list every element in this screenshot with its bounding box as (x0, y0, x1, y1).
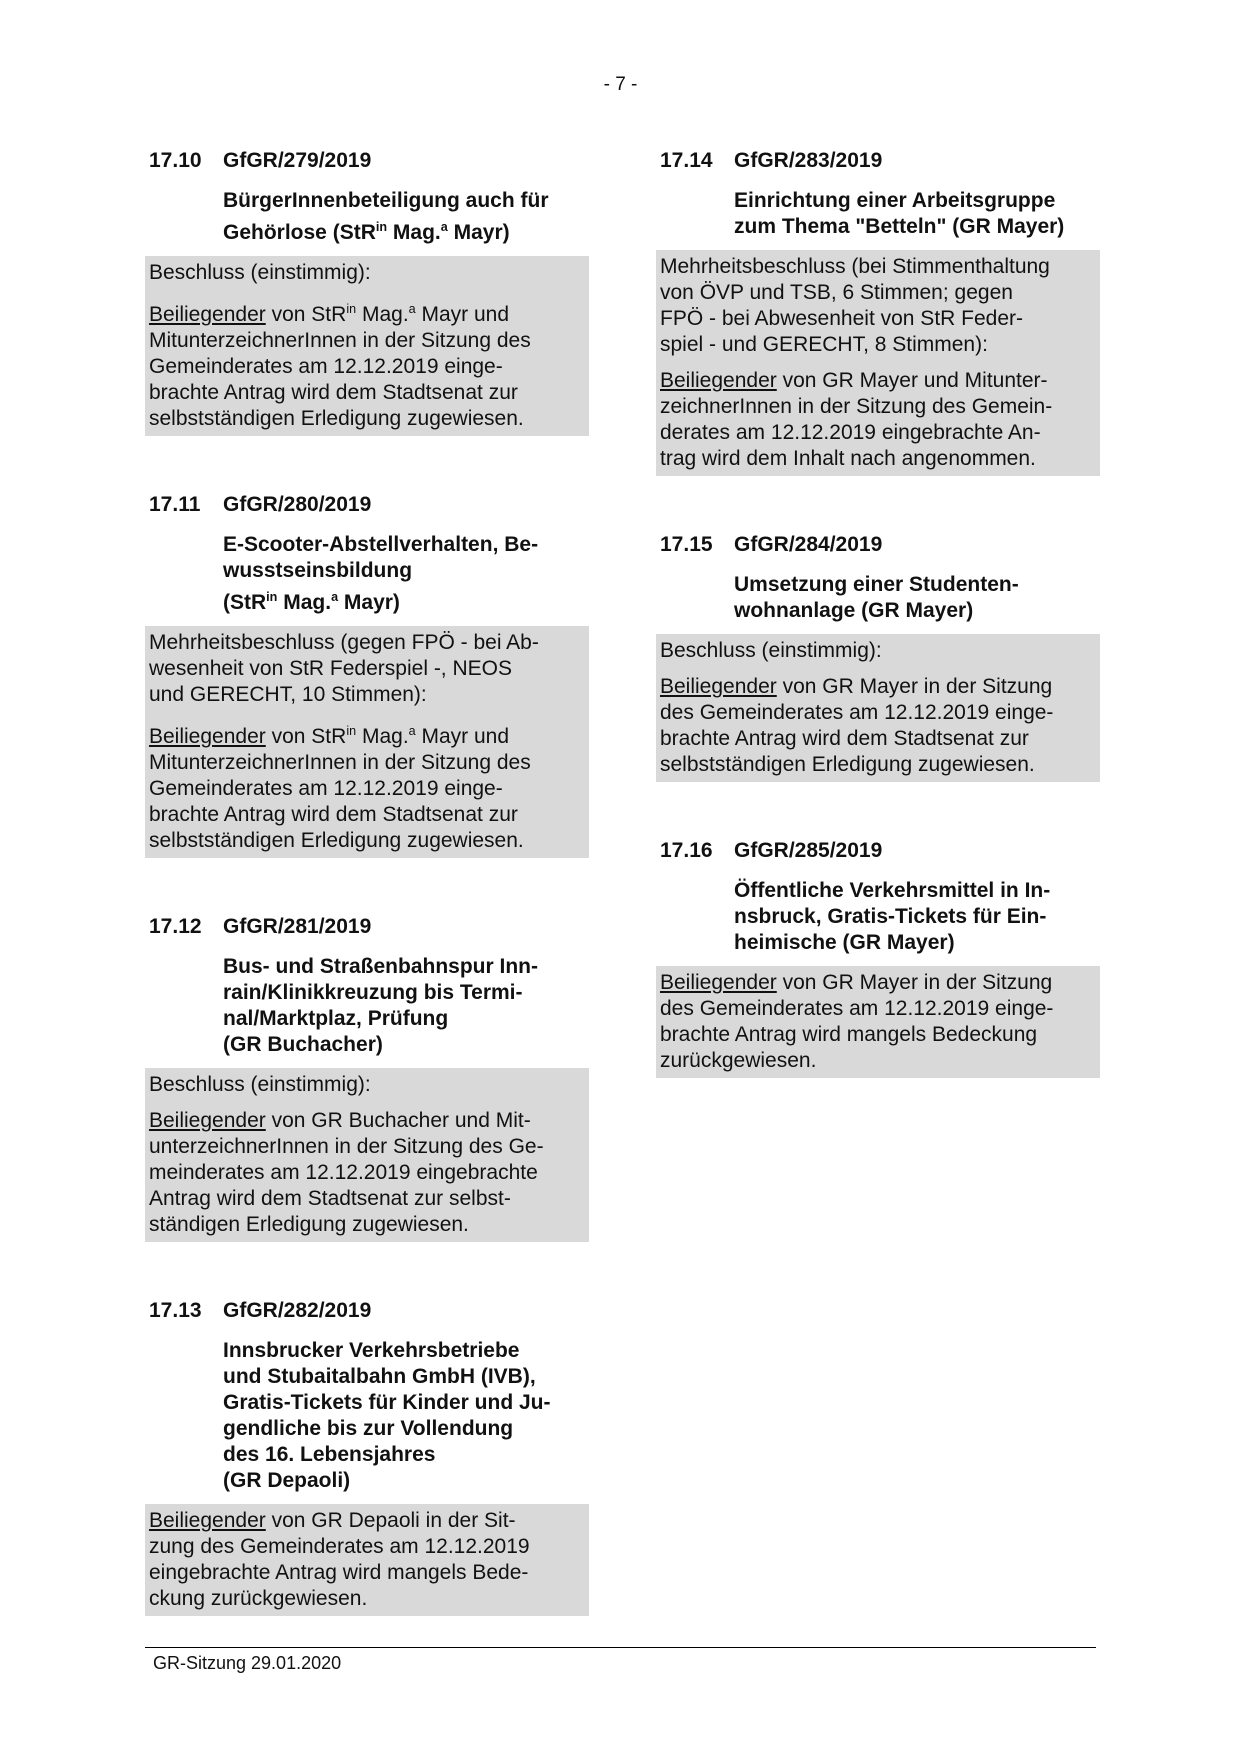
agenda-item-17-16 (656, 838, 1100, 1078)
decision-box (145, 1504, 589, 1616)
agenda-item-17-12 (145, 914, 589, 1242)
underlined-word: Beiliegender (660, 369, 777, 392)
item-header (656, 532, 1100, 558)
right-column (656, 148, 1100, 1134)
item-reference: GfGR/281/2019 (223, 915, 372, 938)
page-number: - 7 - (603, 74, 638, 95)
underlined-word: Beiliegender (149, 1509, 266, 1532)
left-column (145, 148, 589, 1672)
agenda-item-17-15 (656, 532, 1100, 782)
item-header (145, 914, 589, 940)
item-number: 17.11 (149, 493, 201, 516)
decision-text: Beiliegender von GR Mayer und Mitunter- zeichnerInnen in der Sitzung des Gemein- derates am 12.12.2019 eingebrachte An- trag wird dem Inhalt nach angenommen. (660, 369, 1053, 470)
item-number: 17.14 (660, 149, 713, 172)
decision-box (656, 966, 1100, 1078)
item-title: Einrichtung einer Arbeitsgruppe zum Thema "Betteln" (GR Mayer) (734, 189, 1065, 238)
item-reference: GfGR/285/2019 (734, 839, 883, 862)
item-reference: GfGR/283/2019 (734, 149, 883, 172)
underlined-word: Beiliegender (660, 971, 777, 994)
item-title: Öffentliche Verkehrsmittel in In- nsbruck, Gratis-Tickets für Ein- heimische (GR Mayer) (734, 879, 1051, 954)
item-number: 17.13 (149, 1299, 202, 1322)
agenda-item-17-10 (145, 148, 589, 436)
item-header (145, 492, 589, 518)
decision-box (656, 250, 1100, 476)
item-title: E-Scooter-Abstellverhalten, Be- wusstseinsbildung (StR$^{in}$ Mag.$^a$ Mayr) (223, 533, 539, 614)
item-header (145, 1298, 589, 1324)
decision-type: Mehrheitsbeschluss (bei Stimmenthaltung von ÖVP und TSB, 6 Stimmen; gegen FPÖ - bei Abwesenheit von StR Feder- spiel - und GERECHT, 8 Stimmen): (660, 255, 1050, 356)
item-number: 17.10 (149, 149, 202, 172)
underlined-word: Beiliegender (149, 1109, 266, 1132)
item-reference: GfGR/284/2019 (734, 533, 883, 556)
decision-text: Beiliegender von GR Depaoli in der Sit- zung des Gemeinderates am 12.12.2019 eingebrachte Antrag wird mangels Bede- ckung zurückgewiesen. (149, 1509, 530, 1610)
item-title: Innsbrucker Verkehrsbetriebe und Stubaitalbahn GmbH (IVB), Gratis-Tickets für Kinder und Ju- gendliche bis zur Vollendung des 16. Lebensjahres (GR Depaoli) (223, 1339, 551, 1492)
decision-text: Beiliegender von GR Buchacher und Mit- unterzeichnerInnen in der Sitzung des Ge- meinderates am 12.12.2019 eingebrachte Antrag wird dem Stadtsenat zur selbst- ständigen Erledigung zugewiesen. (149, 1109, 544, 1236)
item-title: Umsetzung einer Studenten- wohnanlage (GR Mayer) (734, 573, 1019, 622)
footer-text: GR-Sitzung 29.01.2020 (153, 1653, 342, 1673)
item-header (656, 148, 1100, 174)
decision-type: Beschluss (einstimmig): (660, 639, 882, 662)
decision-type: Beschluss (einstimmig): (149, 1073, 371, 1096)
item-header (145, 148, 589, 174)
decision-box (145, 1068, 589, 1242)
decision-text: Beiliegender von GR Mayer in der Sitzung des Gemeinderates am 12.12.2019 einge- brachte Antrag wird dem Stadtsenat zur selbstständigen Erledigung zugewiesen. (660, 675, 1054, 776)
decision-text: Beiliegender von StR$^{in}$ Mag.$^a$ Mayr und MitunterzeichnerInnen in der Sitzung des Gemeinderates am 12.12.2019 einge- brachte Antrag wird dem Stadtsenat zur selbstständigen Erledigung zugewiesen. (149, 302, 531, 430)
decision-box (656, 634, 1100, 782)
item-reference: GfGR/280/2019 (223, 493, 372, 516)
agenda-item-17-11 (145, 492, 589, 858)
item-header (656, 838, 1100, 864)
decision-text: Beiliegender von GR Mayer in der Sitzung des Gemeinderates am 12.12.2019 einge- brachte Antrag wird mangels Bedeckung zurückgewiesen. (660, 971, 1054, 1072)
decision-text: Beiliegender von StR$^{in}$ Mag.$^a$ Mayr und MitunterzeichnerInnen in der Sitzung des Gemeinderates am 12.12.2019 einge- brachte Antrag wird dem Stadtsenat zur selbstständigen Erledigung zugewiesen. (149, 724, 531, 852)
footer-divider (145, 1647, 1096, 1648)
decision-box (145, 626, 589, 858)
decision-box (145, 256, 589, 436)
decision-type: Mehrheitsbeschluss (gegen FPÖ - bei Ab- wesenheit von StR Federspiel -, NEOS und GERECHT, 10 Stimmen): (149, 631, 539, 706)
agenda-item-17-13 (145, 1298, 589, 1616)
underlined-word: Beiliegender (149, 303, 266, 326)
item-number: 17.16 (660, 839, 713, 862)
decision-type: Beschluss (einstimmig): (149, 261, 371, 284)
item-title: Bus- und Straßenbahnspur Inn- rain/Klinikkreuzung bis Termi- nal/Marktplaz, Prüfung (GR Buchacher) (223, 955, 538, 1056)
item-title: BürgerInnenbeteiligung auch für Gehörlose (StR$^{in}$ Mag.$^a$ Mayr) (223, 189, 549, 244)
agenda-item-17-14 (656, 148, 1100, 476)
item-reference: GfGR/279/2019 (223, 149, 372, 172)
underlined-word: Beiliegender (149, 725, 266, 748)
underlined-word: Beiliegender (660, 675, 777, 698)
item-number: 17.12 (149, 915, 202, 938)
item-reference: GfGR/282/2019 (223, 1299, 372, 1322)
item-number: 17.15 (660, 533, 713, 556)
